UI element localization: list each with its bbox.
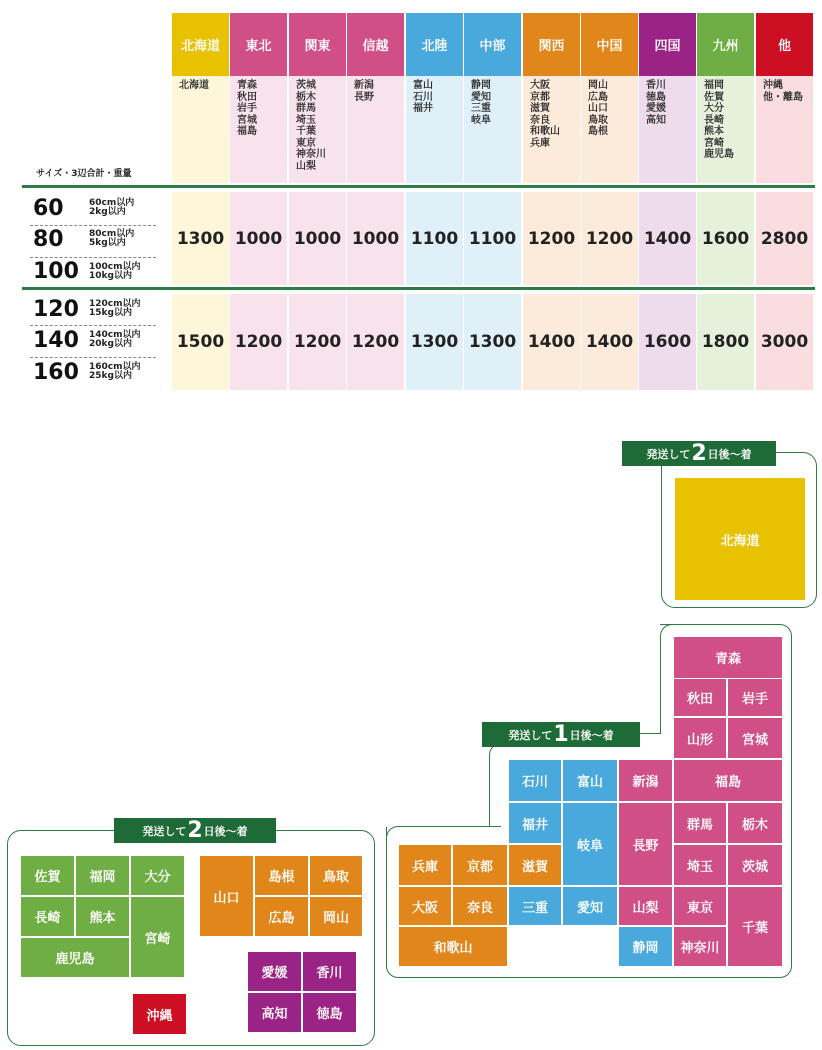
region-prefectures-kyushu: 福岡 佐賀 大分 長崎 熊本 宮崎 鹿児島 (697, 76, 754, 183)
pref-yamanashi: 山梨 (619, 887, 672, 925)
region-prefectures-other: 沖縄 他・離島 (756, 76, 813, 183)
region-prefectures-shikoku: 香川 徳島 愛媛 高知 (639, 76, 696, 183)
price-small-hokkaido: 1300 (172, 192, 229, 285)
divider-line (22, 185, 815, 188)
pref-okinawa: 沖縄 (133, 994, 186, 1034)
delivery-days-label-west: 発送して 2 日後〜着 (114, 818, 276, 843)
region-prefectures-chugoku: 岡山 広島 山口 鳥取 島根 (581, 76, 638, 183)
pref-shiga: 滋賀 (509, 845, 561, 885)
dash-divider (30, 325, 156, 326)
price-large-chugoku: 1400 (581, 294, 638, 390)
pref-kochi: 高知 (248, 993, 301, 1032)
pref-aichi: 愛知 (563, 887, 617, 925)
size-160-desc: 160cm以内 25kg以内 (89, 362, 141, 381)
pref-hokkaido: 北海道 (675, 478, 805, 600)
region-header-tohoku: 東北 (230, 13, 287, 76)
region-prefectures-kanto: 茨城 栃木 群馬 埼玉 千葉 東京 神奈川 山梨 (289, 76, 346, 183)
region-prefectures-chubu: 静岡 愛知 三重 岐阜 (464, 76, 521, 183)
pref-akita: 秋田 (674, 679, 726, 716)
size-header: サイズ・3辺合計・重量 (36, 169, 132, 179)
pref-osaka: 大阪 (399, 887, 451, 925)
pref-kagawa: 香川 (303, 952, 356, 991)
pref-yamaguchi: 山口 (200, 856, 253, 936)
pref-yamagata: 山形 (674, 718, 726, 758)
size-60: 60 (33, 196, 64, 221)
outline-segment (640, 733, 661, 734)
pref-fukui: 福井 (509, 803, 561, 843)
pref-kanagawa: 神奈川 (674, 927, 726, 966)
pref-okayama: 岡山 (310, 897, 362, 936)
size-160: 160 (33, 360, 79, 385)
pref-shizuoka: 静岡 (619, 927, 672, 966)
price-small-chubu: 1100 (464, 192, 521, 285)
size-60-desc: 60cm以内 2kg以内 (89, 198, 135, 217)
region-header-chubu: 中部 (464, 13, 521, 76)
pref-fukuoka: 福岡 (76, 856, 129, 895)
pref-nagasaki: 長崎 (21, 897, 74, 936)
price-large-hokkaido: 1500 (172, 294, 229, 390)
pref-aomori: 青森 (674, 637, 782, 678)
outline-segment (660, 624, 672, 734)
region-header-kyushu: 九州 (697, 13, 754, 76)
pref-mie: 三重 (509, 887, 561, 925)
pref-gifu: 岐阜 (563, 803, 617, 885)
region-header-chugoku: 中国 (581, 13, 638, 76)
pref-ishikawa: 石川 (509, 760, 561, 801)
price-small-hokuriku: 1100 (406, 192, 463, 285)
price-small-shikoku: 1400 (639, 192, 696, 285)
price-small-tohoku: 1000 (230, 192, 287, 285)
pref-saitama: 埼玉 (674, 845, 726, 885)
price-large-chubu: 1300 (464, 294, 521, 390)
outline-segment (489, 743, 501, 827)
pref-toyama: 富山 (563, 760, 617, 801)
pref-miyazaki: 宮崎 (131, 897, 184, 977)
pref-nagano: 長野 (619, 803, 672, 885)
dash-divider (30, 225, 156, 226)
size-80: 80 (33, 227, 64, 252)
region-header-shikoku: 四国 (639, 13, 696, 76)
pref-kyoto: 京都 (453, 845, 507, 885)
divider-line (22, 287, 815, 290)
region-prefectures-kansai: 大阪 京都 滋賀 奈良 和歌山 兵庫 (523, 76, 580, 183)
size-80-desc: 80cm以内 5kg以内 (89, 229, 135, 248)
outline-mask (385, 743, 490, 827)
pref-iwate: 岩手 (728, 679, 782, 716)
pref-miyagi: 宮城 (728, 718, 782, 758)
pref-saga: 佐賀 (21, 856, 74, 895)
size-140: 140 (33, 328, 79, 353)
pref-kumamoto: 熊本 (76, 897, 129, 936)
price-large-other: 3000 (756, 294, 813, 390)
region-header-other: 他 (756, 13, 813, 76)
price-small-kansai: 1200 (523, 192, 580, 285)
region-header-kansai: 関西 (523, 13, 580, 76)
pref-nara: 奈良 (453, 887, 507, 925)
size-100-desc: 100cm以内 10kg以内 (89, 262, 141, 281)
pref-tochigi: 栃木 (728, 803, 782, 843)
size-100: 100 (33, 259, 79, 284)
price-large-tohoku: 1200 (230, 294, 287, 390)
pref-hyogo: 兵庫 (399, 845, 451, 885)
pref-niigata: 新潟 (619, 760, 672, 801)
pref-tottori: 鳥取 (310, 856, 362, 895)
price-large-shikoku: 1600 (639, 294, 696, 390)
pref-tokushima: 徳島 (303, 993, 356, 1032)
size-120: 120 (33, 297, 79, 322)
price-large-kanto: 1200 (289, 294, 346, 390)
pref-ehime: 愛媛 (248, 952, 301, 991)
pref-fukushima: 福島 (674, 760, 782, 801)
region-header-hokuriku: 北陸 (406, 13, 463, 76)
price-large-kansai: 1400 (523, 294, 580, 390)
pref-wakayama: 和歌山 (399, 927, 507, 966)
region-header-kanto: 関東 (289, 13, 346, 76)
pref-kagoshima: 鹿児島 (21, 938, 129, 977)
pref-oita: 大分 (131, 856, 184, 895)
size-120-desc: 120cm以内 15kg以内 (89, 299, 141, 318)
region-prefectures-shinetsu: 新潟 長野 (347, 76, 404, 183)
price-large-hokuriku: 1300 (406, 294, 463, 390)
delivery-days-label-north: 発送して 2 日後〜着 (622, 441, 776, 466)
region-header-shinetsu: 信越 (347, 13, 404, 76)
dash-divider (30, 257, 156, 258)
price-large-kyushu: 1800 (697, 294, 754, 390)
outline-segment (386, 826, 501, 840)
region-header-hokkaido: 北海道 (172, 13, 229, 76)
price-large-shinetsu: 1200 (347, 294, 404, 390)
size-140-desc: 140cm以内 20kg以内 (89, 330, 141, 349)
price-small-kanto: 1000 (289, 192, 346, 285)
region-prefectures-tohoku: 青森 秋田 岩手 宮城 福島 (230, 76, 287, 183)
pref-gunma: 群馬 (674, 803, 726, 843)
price-small-chugoku: 1200 (581, 192, 638, 285)
delivery-days-label-center: 発送して 1 日後〜着 (482, 722, 640, 747)
pref-shimane: 島根 (255, 856, 308, 895)
price-small-kyushu: 1600 (697, 192, 754, 285)
region-prefectures-hokkaido: 北海道 (172, 76, 229, 183)
price-small-shinetsu: 1000 (347, 192, 404, 285)
pref-tokyo: 東京 (674, 887, 726, 925)
pref-ibaraki: 茨城 (728, 845, 782, 885)
dash-divider (30, 357, 156, 358)
price-small-other: 2800 (756, 192, 813, 285)
region-prefectures-hokuriku: 富山 石川 福井 (406, 76, 463, 183)
pref-hiroshima: 広島 (255, 897, 308, 936)
pref-chiba: 千葉 (728, 887, 782, 966)
